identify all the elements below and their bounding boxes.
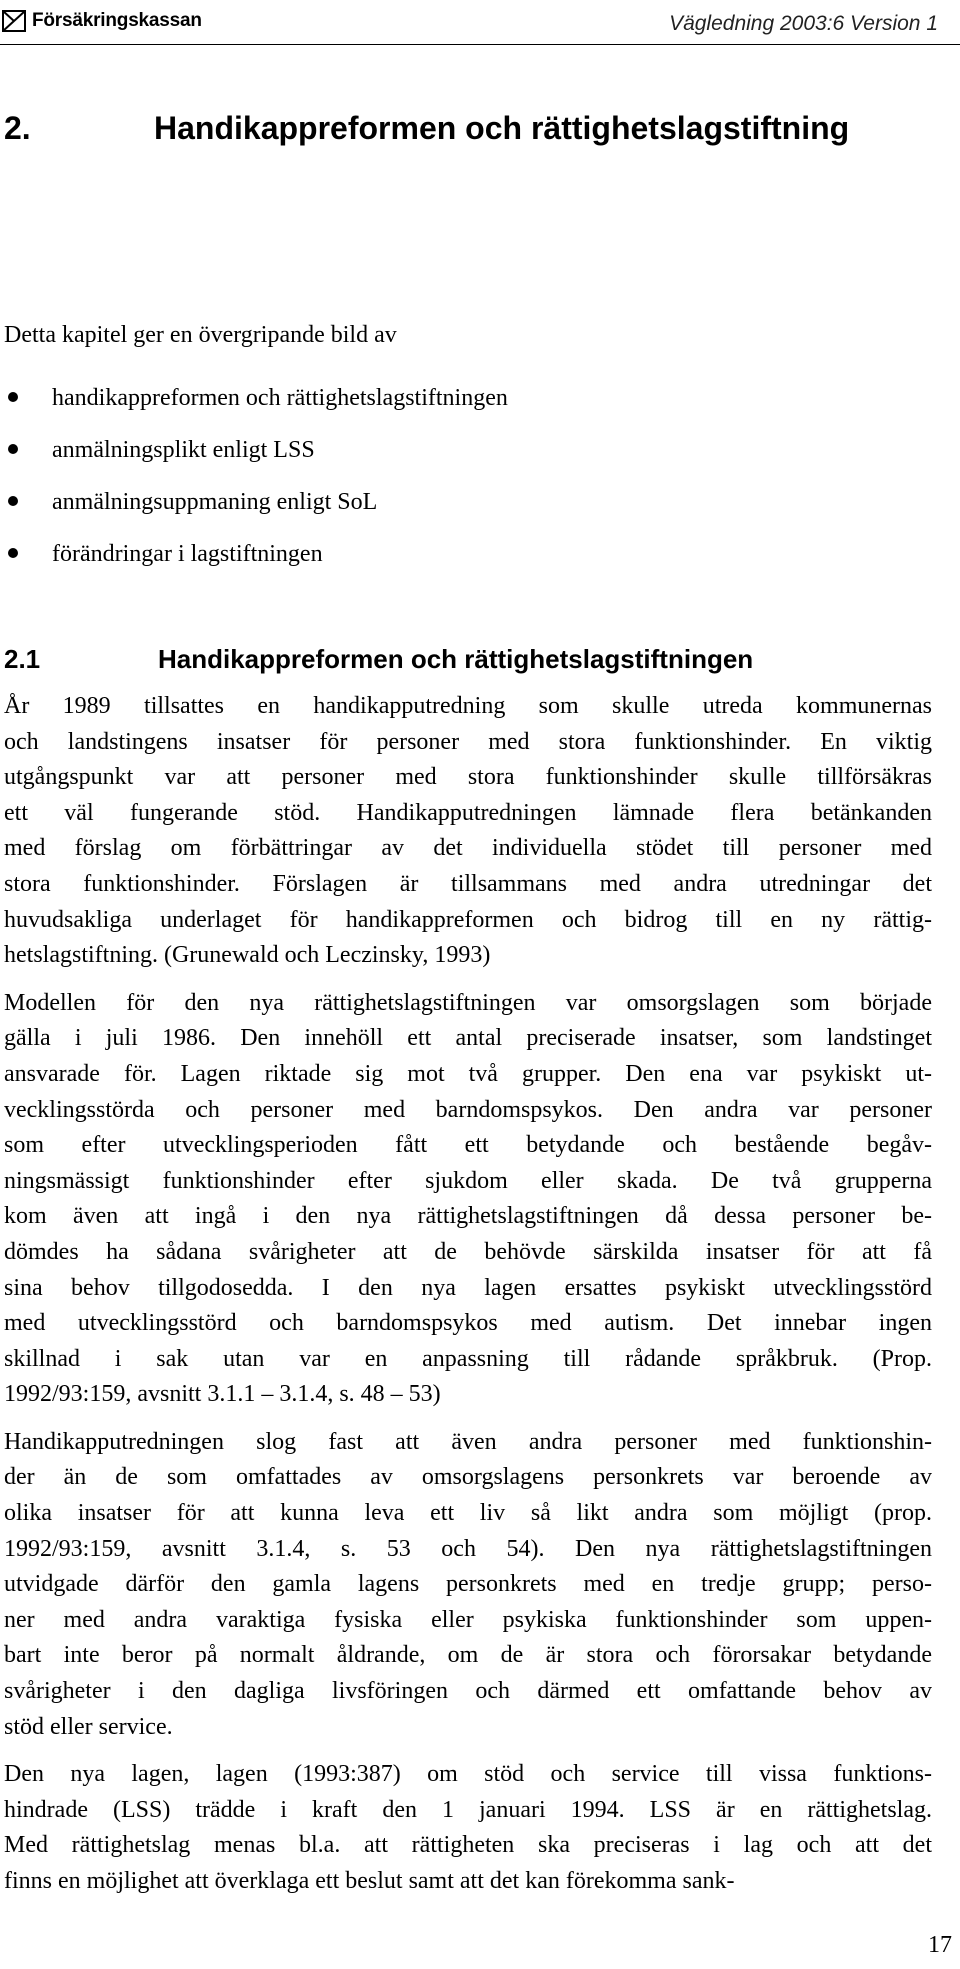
body-paragraph: [4, 689, 932, 974]
paragraph-line: dömdes ha sådana svårigheter att de behövde särskilda insatser för att få: [4, 1238, 932, 1265]
chapter-title-text: Handikappreformen och rättighetslagstiftning: [154, 110, 850, 146]
page-number: 17: [928, 1932, 952, 1958]
document-label: Vägledning 2003:6 Version 1: [669, 12, 938, 35]
bullet-item: [4, 476, 508, 528]
logo-mark-icon: [2, 10, 26, 32]
bullet-text: anmälningsplikt enligt LSS: [52, 437, 315, 463]
bullet-item: [4, 528, 508, 580]
section-title: [4, 644, 753, 675]
paragraph-line: ett väl fungerande stöd. Handikapputredningen lämnade flera betänkanden: [4, 799, 932, 826]
paragraph-line: ansvarade för. Lagen riktade sig mot två grupper. Den ena var psykiskt ut-: [4, 1060, 932, 1087]
bullet-item: [4, 424, 508, 476]
paragraph-line: der än de som omfattades av omsorgslagens personkrets var beroende av: [4, 1464, 932, 1491]
paragraph-line: kom även att ingå i den nya rättighetslagstiftningen då dessa personer be-: [4, 1203, 932, 1230]
intro-bullet-list: [4, 372, 508, 580]
paragraph-line: ner med andra varaktiga fysiska eller psykiska funktionshinder som uppen-: [4, 1606, 932, 1633]
paragraph-line: hindrade (LSS) trädde i kraft den 1 januari 1994. LSS är en rättighetslag.: [4, 1796, 932, 1823]
section-body: [4, 689, 932, 1912]
paragraph-line: Med rättighetslag menas bl.a. att rättigheten ska preciseras i lag och att det: [4, 1832, 932, 1859]
bullet-text: anmälningsuppmaning enligt SoL: [52, 489, 378, 515]
paragraph-line: utgångspunkt var att personer med stora funktionshinder skulle tillförsäkras: [4, 764, 932, 791]
paragraph-line: som efter utvecklingsperioden fått ett betydande och bestående begåv-: [4, 1132, 932, 1159]
paragraph-line: och landstingens insatser för personer med stora funktionshinder. En viktig: [4, 728, 932, 755]
paragraph-line: sina behov tillgodosedda. I den nya lagen ersattes psykiskt utvecklingsstörd: [4, 1274, 932, 1301]
header-divider: [0, 44, 960, 45]
logo: [2, 10, 202, 32]
paragraph-line: 1992/93:159, avsnitt 3.1.4, s. 53 och 54). Den nya rättighetslagstiftningen: [4, 1535, 932, 1562]
paragraph-line: Handikapputredningen slog fast att även andra personer med funktionshin-: [4, 1428, 932, 1455]
intro-lead: Detta kapitel ger en övergripande bild av: [4, 322, 397, 348]
paragraph-line: med utvecklingsstörd och barndomspsykos med autism. Det innebar ingen: [4, 1310, 932, 1337]
paragraph-line: stöd eller service.: [4, 1713, 173, 1740]
paragraph-line: hetslagstiftning. (Grunewald och Leczinsky, 1993): [4, 942, 491, 969]
paragraph-line: 1992/93:159, avsnitt 3.1.1 – 3.1.4, s. 48 – 53): [4, 1381, 441, 1408]
bullet-icon: [8, 444, 18, 454]
body-paragraph: [4, 1757, 932, 1899]
paragraph-line: Den nya lagen, lagen (1993:387) om stöd och service till vissa funktions-: [4, 1761, 932, 1788]
logo-text: Försäkringskassan: [32, 10, 202, 31]
paragraph-line: skillnad i sak utan var en anpassning till rådande språkbruk. (Prop.: [4, 1345, 932, 1372]
paragraph-line: vecklingsstörda och personer med barndomspsykos. Den andra var personer: [4, 1096, 932, 1123]
section-title-text: Handikappreformen och rättighetslagstiftningen: [158, 644, 754, 674]
paragraph-line: bart inte beror på normalt åldrande, om de är stora och förorsakar betydande: [4, 1642, 932, 1669]
bullet-item: [4, 372, 508, 424]
paragraph-line: utvidgade därför den gamla lagens personkrets med en tredje grupp; perso-: [4, 1571, 932, 1598]
paragraph-line: finns en möjlighet att överklaga ett beslut samt att det kan förekomma sank-: [4, 1868, 735, 1894]
bullet-icon: [8, 496, 18, 506]
body-paragraph: [4, 1425, 932, 1745]
paragraph-line: Modellen för den nya rättighetslagstiftningen var omsorgslagen som började: [4, 989, 932, 1016]
chapter-title: [4, 110, 849, 147]
paragraph-line: svårigheter i den dagliga livsföringen och därmed ett omfattande behov av: [4, 1678, 932, 1705]
section-number: 2.1: [4, 644, 41, 674]
paragraph-line: gälla i juli 1986. Den innehöll ett antal preciserade insatser, som landstinget: [4, 1025, 932, 1052]
chapter-number: 2.: [4, 110, 31, 146]
page-header: [0, 6, 960, 40]
paragraph-line: ningsmässigt funktionshinder efter sjukdom eller skada. De två grupperna: [4, 1167, 932, 1194]
paragraph-line: stora funktionshinder. Förslagen är tillsammans med andra utredningar det: [4, 870, 932, 897]
paragraph-line: huvudsakliga underlaget för handikappreformen och bidrog till en ny rättig-: [4, 906, 932, 933]
bullet-icon: [8, 392, 18, 402]
paragraph-line: olika insatser för att kunna leva ett liv så likt andra som möjligt (prop.: [4, 1500, 932, 1527]
bullet-text: förändringar i lagstiftningen: [52, 541, 323, 567]
body-paragraph: [4, 986, 932, 1413]
bullet-icon: [8, 548, 18, 558]
paragraph-line: År 1989 tillsattes en handikapputredning som skulle utreda kommunernas: [4, 693, 932, 719]
bullet-text: handikappreformen och rättighetslagstiftningen: [52, 385, 508, 411]
paragraph-line: med förslag om förbättringar av det individuella stödet till personer med: [4, 835, 932, 862]
